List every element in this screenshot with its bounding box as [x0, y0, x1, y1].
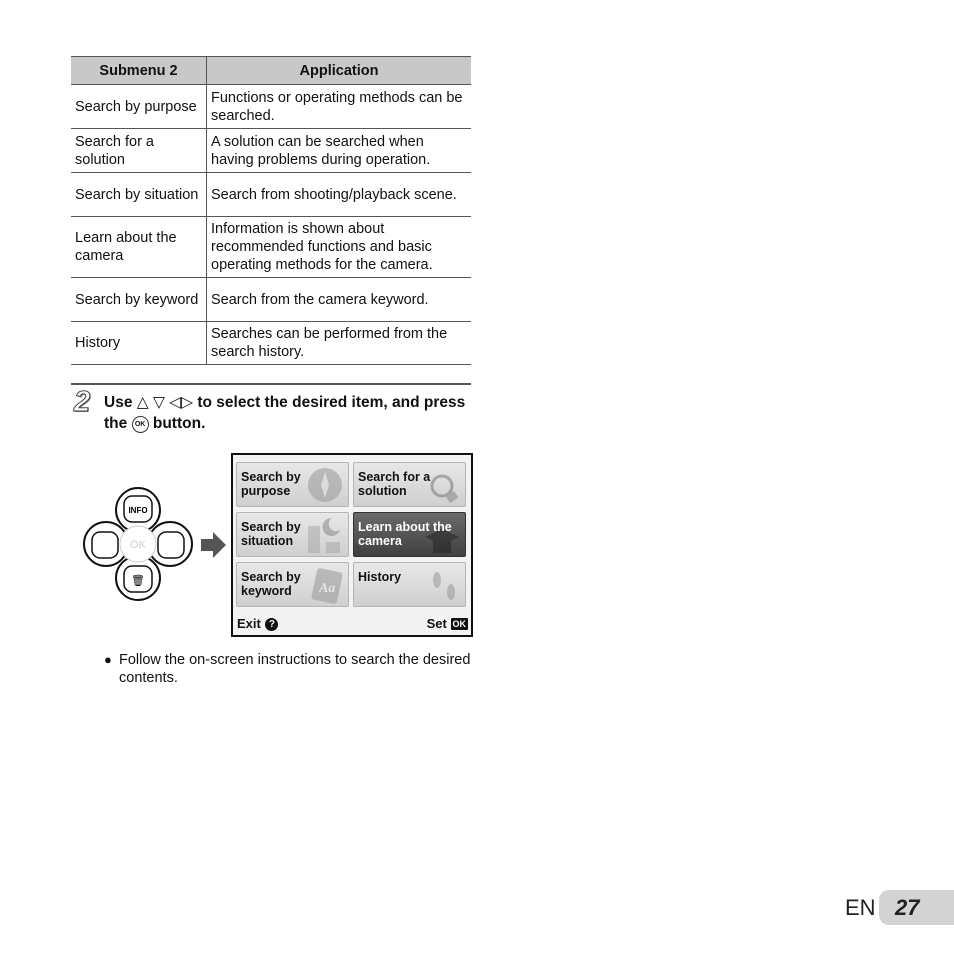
page-number: 27 [895, 895, 920, 920]
book-aa-icon [308, 566, 344, 604]
table-cell-application: Search from shooting/playback scene. [207, 173, 472, 217]
trash-icon: 🗑 [131, 574, 145, 587]
table-row [71, 129, 471, 173]
svg-text:Aa: Aa [319, 581, 336, 596]
tile-search-by-purpose[interactable] [236, 462, 349, 507]
table-cell-application: Functions or operating methods can be searched. [207, 85, 472, 129]
instruction-note [104, 651, 474, 687]
arrow-keys-icon: △ ▽ ◁▷ [136, 394, 194, 411]
table-header-row [71, 57, 471, 85]
tile-label: History [358, 570, 402, 584]
set-control[interactable] [427, 616, 468, 631]
screen-footer [233, 613, 471, 635]
set-label: Set [426, 616, 447, 631]
exit-label: Exit [237, 616, 261, 631]
table-row [71, 173, 471, 217]
bullet-icon: ● [104, 652, 112, 667]
exit-control[interactable] [237, 616, 278, 631]
compass-icon [306, 466, 344, 504]
table-cell-application: Information is shown about recommended functions and basic operating methods for the camera. [207, 217, 472, 278]
column-header-application: Application [207, 57, 472, 85]
table-cell-submenu: Search by purpose [71, 85, 207, 129]
ok-center-label: OK [130, 539, 146, 551]
table-cell-submenu: History [71, 322, 207, 365]
note-text: Follow the on-screen instructions to search the desired contents. [119, 652, 471, 686]
submenu-table [71, 56, 471, 365]
table-cell-application: A solution can be searched when having problems during operation. [207, 129, 472, 173]
info-button-label: INFO [128, 506, 148, 515]
table-cell-application: Searches can be performed from the search history. [207, 322, 472, 365]
lightbulb-icon [427, 466, 461, 504]
step-text-end: button. [152, 415, 206, 432]
table-row [71, 217, 471, 278]
column-header-submenu: Submenu 2 [71, 57, 207, 85]
tile-learn-about-camera[interactable] [353, 512, 466, 557]
step-text-mid: to select the desired item, and press the [104, 394, 466, 432]
step-number: 2 [74, 386, 91, 418]
table-row [71, 278, 471, 322]
step-use-word: Use [104, 394, 133, 411]
control-dial-illustration [80, 486, 196, 602]
table-row [71, 85, 471, 129]
camera-screen [231, 453, 473, 637]
table-cell-application: Search from the camera keyword. [207, 278, 472, 322]
tile-label: Search by purpose [241, 470, 301, 498]
ok-icon: OK [452, 619, 466, 629]
step-divider [71, 383, 471, 385]
table-cell-submenu: Learn about the camera [71, 217, 207, 278]
ok-button-icon: OK [132, 416, 149, 433]
tile-label: Learn about the camera [358, 520, 452, 548]
tile-search-by-situation[interactable] [236, 512, 349, 557]
tile-label: Search by keyword [241, 570, 301, 598]
table-cell-submenu: Search for a solution [71, 129, 207, 173]
table-row [71, 322, 471, 365]
tile-label: Search by situation [241, 520, 301, 548]
night-city-icon [306, 516, 344, 554]
help-icon: ? [265, 618, 278, 631]
table-cell-submenu: Search by keyword [71, 278, 207, 322]
tile-search-for-solution[interactable] [353, 462, 466, 507]
table-cell-submenu: Search by situation [71, 173, 207, 217]
language-label: EN [845, 895, 876, 920]
right-arrow-icon [201, 532, 227, 558]
tile-label: Search for a solution [358, 470, 431, 498]
footprints-icon [427, 566, 461, 604]
tile-search-by-keyword[interactable] [236, 562, 349, 607]
step-instruction [104, 392, 474, 434]
tile-history[interactable] [353, 562, 466, 607]
